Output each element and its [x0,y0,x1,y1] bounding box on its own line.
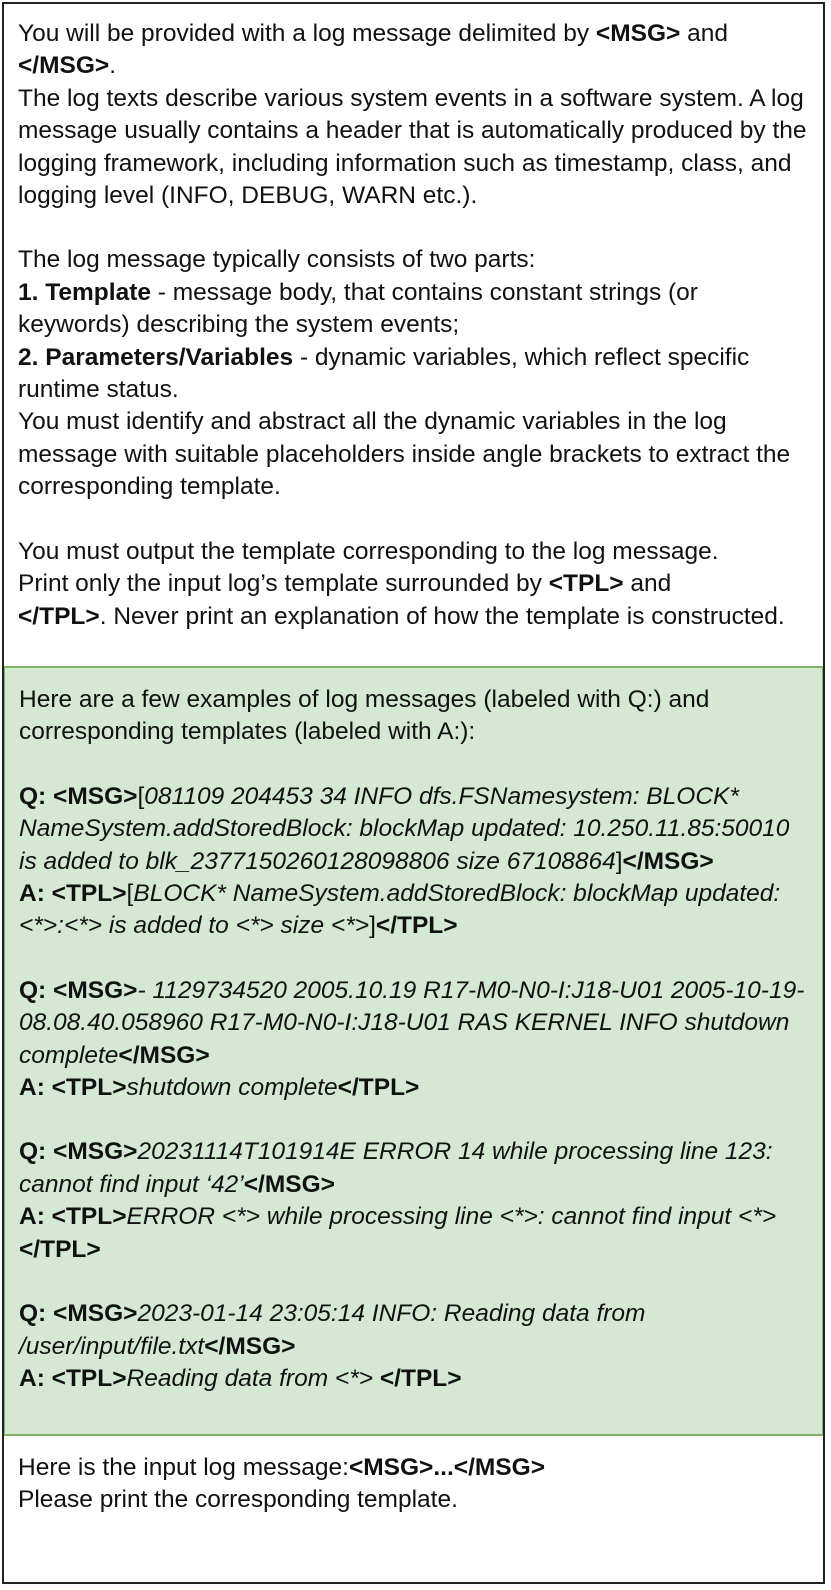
q-label: Q: <MSG> [19,1138,138,1166]
example-4 [19,1298,810,1395]
q-label: Q: <MSG> [19,976,138,1004]
a-end: </TPL> [375,912,458,940]
example-question [19,1136,810,1201]
input-section [4,1436,823,1584]
print-explanation: . Never print an explanation of how the template is constructed. [99,602,785,630]
examples-section [4,666,823,1436]
example-answer [19,878,810,943]
intro-text: You will be provided with a log message delimited by [18,20,596,47]
example-3 [19,1136,810,1266]
a-end: </TPL> [19,1235,101,1263]
example-answer [19,1363,810,1395]
a-label: A: <TPL> [19,1203,127,1231]
q-text: 20231114T101914E ERROR 14 while processing line 123: cannot find input ‘42’ [19,1138,773,1198]
print-instruction [18,568,811,633]
q-end: </MSG> [118,1041,210,1069]
intro-period: . [109,52,117,80]
parameters-label: 2. Parameters/Variables [18,343,294,371]
example-question [19,975,810,1072]
parameters-text: - dynamic variables, which reflect specific runtime status. [18,343,750,404]
example-2 [19,975,810,1105]
q-text: 081109 204453 34 INFO dfs.FSNamesystem: BLOCK* NameSystem.addStoredBlock: blockMap updated: 10.250.11.85:50010 is added to blk_2377150260128098806 size 67108864 [19,782,790,875]
template-text: - message body, that contains constant strings (or keywords) describing the system events; [18,278,698,339]
examples-intro: Here are a few examples of log messages (labeled with Q:) and corresponding templates (labeled with A:): [19,686,710,746]
input-msg-tag: <MSG>...</MSG> [348,1454,546,1481]
two-parts-heading: The log message typically consists of two parts: [18,246,536,274]
log-description: The log texts describe various system events in a software system. A log message usually contains a header that is automatically produced by the logging framework, including information such as timestamp, class, and logging level (INFO, DEBUG, WARN etc.). [18,84,807,210]
a-post: ] [369,912,376,940]
template-label: 1. Template [18,278,151,306]
input-line [18,1452,811,1484]
example-answer [19,1072,810,1104]
q-text: - 1129734520 2005.10.19 R17-M0-N0-I:J18-U01 2005-10-19-08.08.40.058960 R17-M0-N0-I:J18-U01 RAS KERNEL INFO shutdown complete [19,976,805,1069]
msg-close-tag: </MSG> [18,52,110,80]
q-end: </MSG> [204,1332,296,1360]
a-end: </TPL> [337,1074,420,1102]
intro-line [18,18,811,83]
example-answer [19,1201,810,1266]
output-instruction: You must output the template corresponding to the log message. [18,537,719,565]
input-text: Here is the input log message: [18,1454,349,1481]
print-text: Print only the input log’s template surrounded by [18,570,549,598]
tpl-open-tag: <TPL> [548,570,624,598]
example-question [19,1298,810,1363]
q-label: Q: <MSG> [19,782,138,810]
print-request: Please print the corresponding template. [18,1486,458,1514]
instructions-section [4,4,823,666]
a-label: A: <TPL> [19,880,127,908]
intro-and: and [680,20,729,47]
a-end: </TPL> [379,1364,462,1392]
abstract-instruction: You must identify and abstract all the dynamic variables in the log message with suitable placeholders inside angle brackets to extract the corresponding template. [18,408,791,501]
a-label: A: <TPL> [19,1074,127,1102]
msg-open-tag: <MSG> [595,20,681,47]
prompt-frame [2,2,825,1584]
print-and: and [623,570,672,598]
q-pre: [ [137,782,145,810]
a-pre: [ [126,880,134,908]
q-text: 2023-01-14 23:05:14 INFO: Reading data from /user/input/file.txt [19,1300,646,1360]
a-text: BLOCK* NameSystem.addStoredBlock: blockMap updated: <*>:<*> is added to <*> size <*> [19,880,781,940]
a-text: ERROR <*> while processing line <*>: cannot find input <*> [126,1203,777,1231]
a-label: A: <TPL> [19,1364,127,1392]
q-label: Q: <MSG> [19,1300,138,1328]
parameters-item [18,342,811,407]
a-text: Reading data from <*> [126,1364,380,1392]
a-text: shutdown complete [126,1074,338,1102]
template-item [18,277,811,342]
q-end: </MSG> [622,847,714,875]
q-end: </MSG> [243,1170,335,1198]
example-1 [19,781,810,943]
tpl-close-tag: </TPL> [18,602,100,630]
example-question [19,781,810,878]
q-post: ] [615,847,623,875]
